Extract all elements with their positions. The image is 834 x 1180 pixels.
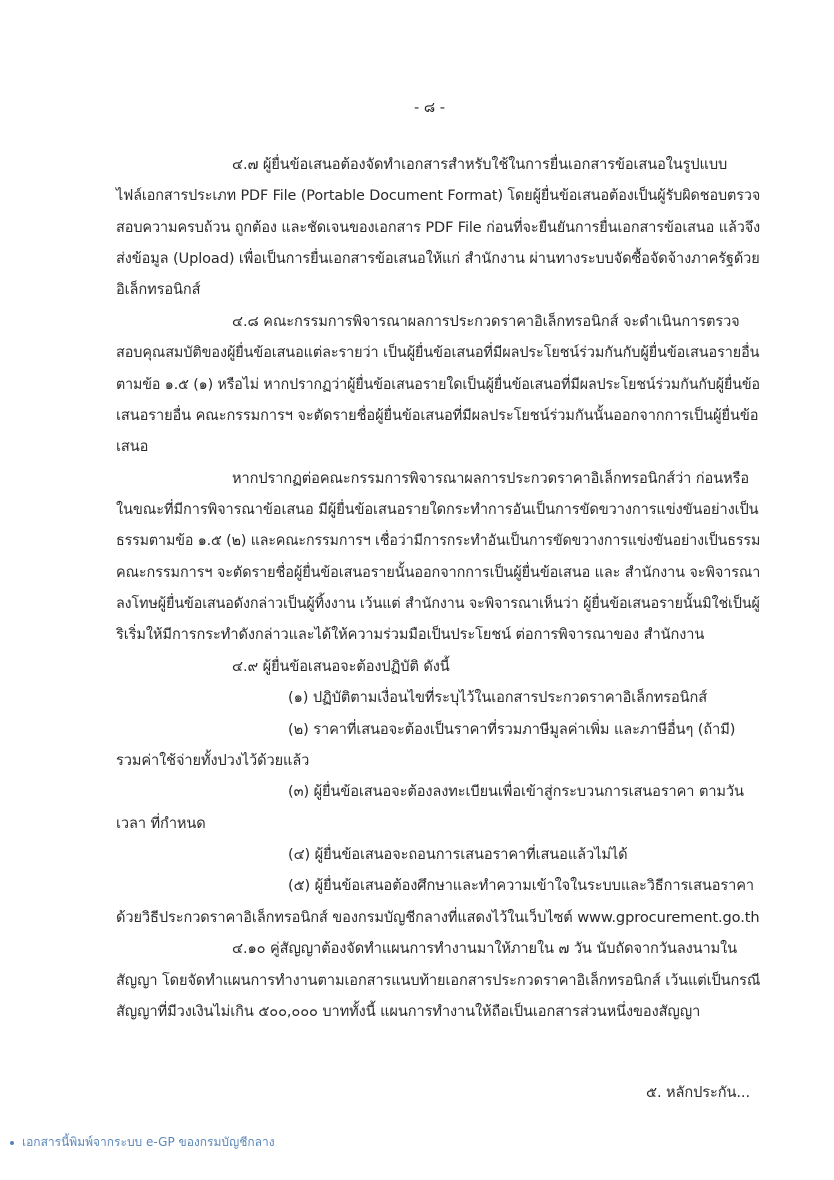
text-line: ไฟล์เอกสารประเภท PDF File (Portable Document Format) โดยผู้ยื่นข้อเสนอต้องเป็นผู้รับผิดชอบตรวจ xyxy=(116,187,761,204)
page-number: - ๘ - xyxy=(414,99,446,116)
text-line: ๔.๗ ผู้ยื่นข้อเสนอต้องจัดทำเอกสารสำหรับใช้ในการยื่นเอกสารข้อเสนอในรูปแบบ xyxy=(232,156,728,173)
text-line: เวลา ที่กำหนด xyxy=(116,815,206,832)
text-line: (๒) ราคาที่เสนอจะต้องเป็นราคาที่รวมภาษีมูลค่าเพิ่ม และภาษีอื่นๆ (ถ้ามี) xyxy=(288,721,736,738)
text-line: ตามข้อ ๑.๕ (๑) หรือไม่ หากปรากฏว่าผู้ยื่นข้อเสนอรายใดเป็นผู้ยื่นข้อเสนอที่มีผลประโยชน์ร่วมกันกับผู้ยื่นข้อ xyxy=(116,376,760,393)
bullet-dot-icon xyxy=(10,1141,14,1145)
text-line: ๔.๑๐ คู่สัญญาต้องจัดทำแผนการทำงานมาให้ภายใน ๗ วัน นับถัดจากวันลงนามใน xyxy=(232,940,738,957)
footer-source-note xyxy=(10,1133,275,1152)
text-line: ส่งข้อมูล (Upload) เพื่อเป็นการยื่นเอกสารข้อเสนอให้แก่ สำนักงาน ผ่านทางระบบจัดซื้อจัดจ้างภาครัฐด้วย xyxy=(116,250,760,267)
text-line: สัญญา โดยจัดทำแผนการทำงานตามเอกสารแนบท้ายเอกสารประกวดราคาอิเล็กทรอนิกส์ เว้นแต่เป็นกรณี xyxy=(116,972,761,989)
text-line: สอบความครบถ้วน ถูกต้อง และชัดเจนของเอกสาร PDF File ก่อนที่จะยืนยันการยื่นเอกสารข้อเสนอ แล้วจึง xyxy=(116,219,761,236)
text-line: ๔.๘ คณะกรรมการพิจารณาผลการประกวดราคาอิเล็กทรอนิกส์ จะดำเนินการตรวจ xyxy=(232,313,740,330)
text-line: อิเล็กทรอนิกส์ xyxy=(116,281,201,298)
text-line: (๑) ปฏิบัติตามเงื่อนไขที่ระบุไว้ในเอกสารประกวดราคาอิเล็กทรอนิกส์ xyxy=(288,689,708,706)
text-line: ด้วยวิธีประกวดราคาอิเล็กทรอนิกส์ ของกรมบัญชีกลางที่แสดงไว้ในเว็บไซต์ www.gprocurement.go.th xyxy=(116,909,760,926)
text-line: สัญญาที่มีวงเงินไม่เกิน ๕๐๐,๐๐๐ บาททั้งนี้ แผนการทำงานให้ถือเป็นเอกสารส่วนหนึ่งของสัญญา xyxy=(116,1003,701,1020)
text-line: ริเริ่มให้มีการกระทำดังกล่าวและได้ให้ความร่วมมือเป็นประโยชน์ ต่อการพิจารณาของ สำนักงาน xyxy=(116,626,705,643)
text-line: ธรรมตามข้อ ๑.๕ (๒) และคณะกรรมการฯ เชื่อว่ามีการกระทำอันเป็นการขัดขวางการแข่งขันอย่างเป็นธรรม xyxy=(116,532,761,549)
text-line: (๓) ผู้ยื่นข้อเสนอจะต้องลงทะเบียนเพื่อเข้าสู่กระบวนการเสนอราคา ตามวัน xyxy=(288,783,744,800)
text-line: รวมค่าใช้จ่ายทั้งปวงไว้ด้วยแล้ว xyxy=(116,752,310,769)
text-line: ลงโทษผู้ยื่นข้อเสนอดังกล่าวเป็นผู้ทิ้งงาน เว้นแต่ สำนักงาน จะพิจารณาเห็นว่า ผู้ยื่นข้อเสนอรายนั้นมิใช่เป็นผู้ xyxy=(116,595,760,612)
continuation-note: ๕. หลักประกัน... xyxy=(646,1084,750,1101)
text-line: (๕) ผู้ยื่นข้อเสนอต้องศึกษาและทำความเข้าใจในระบบและวิธีการเสนอราคา xyxy=(288,877,755,894)
text-line: สอบคุณสมบัติของผู้ยื่นข้อเสนอแต่ละรายว่า เป็นผู้ยื่นข้อเสนอที่มีผลประโยชน์ร่วมกันกับผู้ยื่นข้อเสนอรายอื่น xyxy=(116,344,760,361)
footer-text: เอกสารนี้พิมพ์จากระบบ e-GP ของกรมบัญชีกลาง xyxy=(22,1135,275,1149)
text-line: หากปรากฏต่อคณะกรรมการพิจารณาผลการประกวดราคาอิเล็กทรอนิกส์ว่า ก่อนหรือ xyxy=(232,470,750,487)
text-line: (๔) ผู้ยื่นข้อเสนอจะถอนการเสนอราคาที่เสนอแล้วไม่ได้ xyxy=(288,846,628,863)
text-line: ๔.๙ ผู้ยื่นข้อเสนอจะต้องปฏิบัติ ดังนี้ xyxy=(232,658,450,675)
text-line: คณะกรรมการฯ จะตัดรายชื่อผู้ยื่นข้อเสนอรายนั้นออกจากการเป็นผู้ยื่นข้อเสนอ และ สำนักงาน จะพิจารณา xyxy=(116,564,761,581)
text-line: เสนอ xyxy=(116,438,149,455)
text-line: เสนอรายอื่น คณะกรรมการฯ จะตัดรายชื่อผู้ยื่นข้อเสนอที่มีผลประโยชน์ร่วมกันนั้นออกจากการเป็นผู้ยื่นข้อ xyxy=(116,407,759,424)
text-line: ในขณะที่มีการพิจารณาข้อเสนอ มีผู้ยื่นข้อเสนอรายใดกระทำการอันเป็นการขัดขวางการแข่งขันอย่างเป็น xyxy=(116,501,759,518)
